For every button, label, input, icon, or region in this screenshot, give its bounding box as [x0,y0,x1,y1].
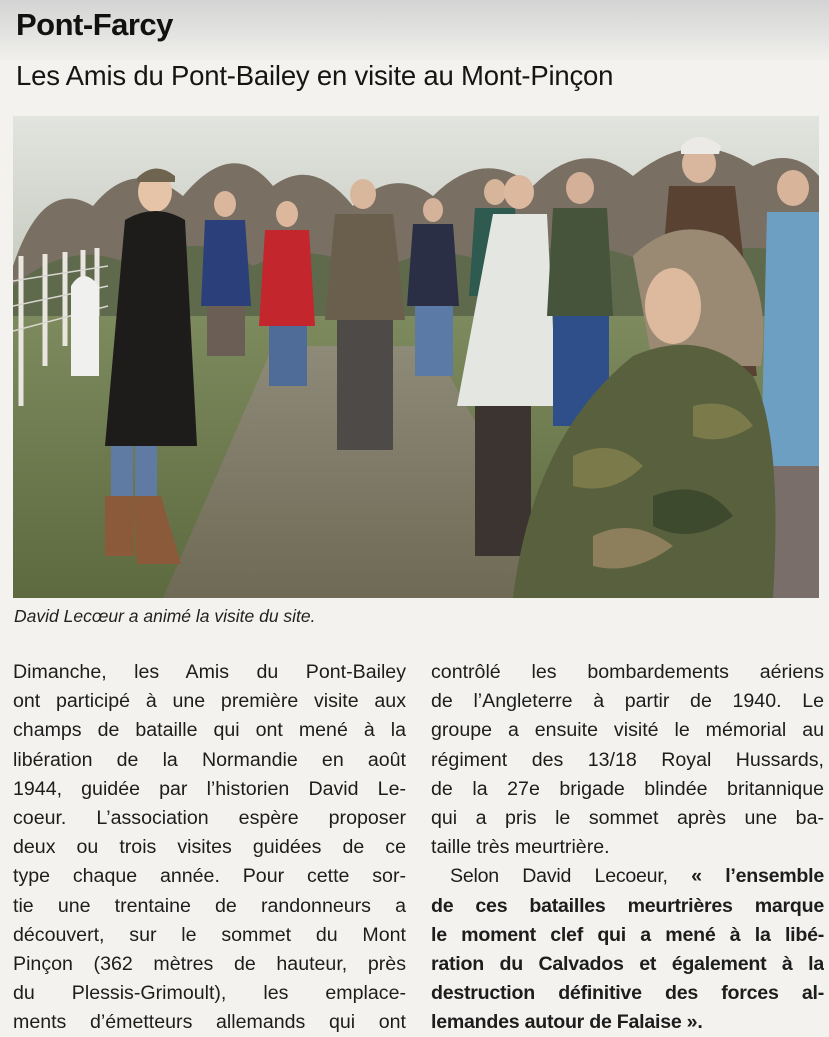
body-line: 1944, guidée par l’historien David Le- [13,777,406,800]
body-line: taille très meurtrière. [431,836,610,859]
quote-line: ration du Calvados et également à la [431,952,824,975]
article-headline: Les Amis du Pont-Bailey en visite au Mont-Pinçon [16,60,614,91]
body-line: Dimanche, les Amis du Pont-Bailey [13,661,406,683]
body-line: Pinçon (362 mètres de hauteur, près [13,952,406,975]
article-column-right [431,658,824,1037]
quote-line: le moment clef qui a mené à la libé- [431,923,824,946]
body-line: ments d’émetteurs allemands qui ont [13,1011,406,1034]
body-line: groupe a ensuite visité le mémorial au [431,719,824,742]
article-photo [13,116,819,598]
body-line: coeur. L’association espère proposer [13,806,406,829]
photo-caption: David Lecœur a animé la visite du site. [14,606,316,626]
body-line: deux ou trois visites guidées de ce [13,836,406,859]
body-line: contrôlé les bombardements aériens [431,661,824,683]
body-line: libération de la Normandie en août [13,748,406,771]
body-line: ont participé à une première visite aux [13,690,406,713]
body-line: type chaque année. Pour cette sor- [13,865,406,888]
body-line: découvert, sur le sommet du Mont [13,923,406,946]
quote-text: « l’ensemble [691,865,824,888]
article-column-left [13,658,406,1037]
body-line: du Plessis-Grimoult), les emplace- [13,982,406,1005]
body-line: tie une trentaine de randonneurs a [13,894,406,917]
photo-illustration [13,116,819,598]
body-line: qui a pris le sommet après une ba- [431,806,824,829]
body-line: champs de bataille qui ont mené à la [13,719,406,742]
body-line: de l’Angleterre à partir de 1940. Le [431,690,824,713]
quote-line: lemandes autour de Falaise ». [431,1011,703,1034]
section-rubric: Pont-Farcy [16,7,173,42]
quote-first-line [431,862,824,891]
quote-intro: Selon David Lecoeur, [450,865,668,888]
quote-line: de ces batailles meurtrières marque [431,894,824,917]
body-line: régiment des 13/18 Royal Hussards, [431,748,824,771]
quote-line: destruction définitive des forces al- [431,982,824,1005]
body-line: de la 27e brigade blindée britannique [431,777,824,800]
